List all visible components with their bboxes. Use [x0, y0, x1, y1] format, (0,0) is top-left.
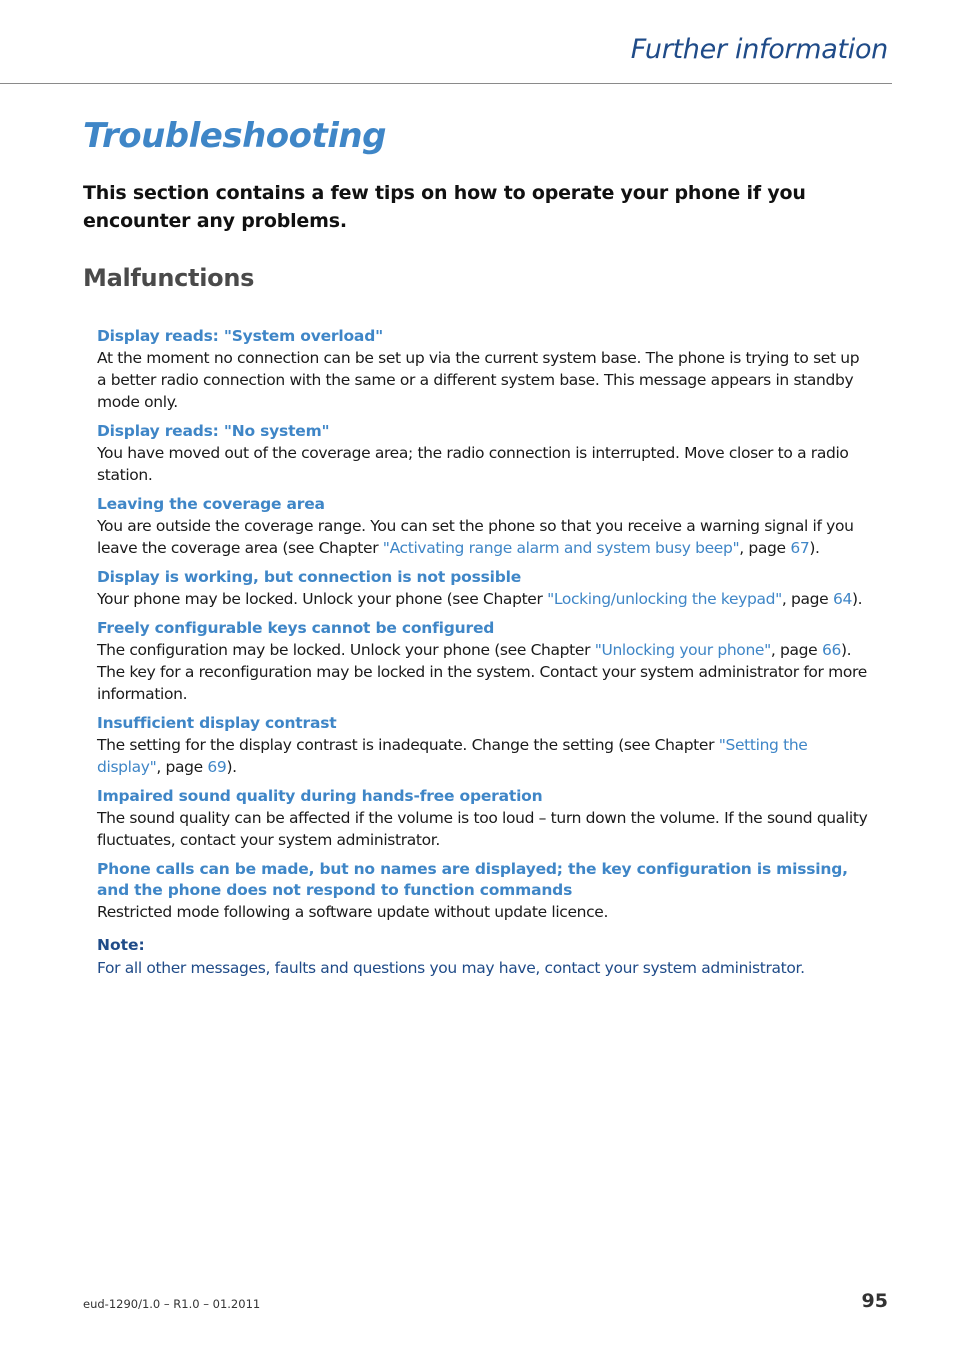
item-body: At the moment no connection can be set up via the current system base. The phone is trying to set up a better radio connection with the same or a different system base. This message appears in standby mode only.: [97, 349, 860, 411]
malfunction-item: [97, 421, 872, 486]
item-body: [97, 515, 872, 559]
item-body: [97, 639, 872, 705]
item-body: [97, 588, 872, 610]
item-title: Freely configurable keys cannot be configured: [97, 619, 495, 637]
page-link[interactable]: 67: [790, 539, 810, 557]
malfunction-item: [97, 713, 872, 778]
section-title: Malfunctions: [83, 264, 255, 292]
body-text: ).: [809, 539, 820, 557]
malfunction-item: [97, 326, 872, 413]
page-prefix: , page: [770, 641, 822, 659]
body-text: The configuration may be locked. Unlock your phone (see Chapter: [97, 641, 595, 659]
chapter-link[interactable]: "Setting the display": [97, 736, 808, 776]
item-body: You have moved out of the coverage area; the radio connection is interrupted. Move closer to a radio station.: [97, 444, 849, 484]
page-prefix: , page: [781, 590, 833, 608]
intro-text: This section contains a few tips on how to operate your phone if you encounter any problems.: [83, 182, 806, 232]
page-prefix: , page: [739, 539, 791, 557]
note-label: Note:: [97, 936, 145, 954]
document-id: eud-1290/1.0 – R1.0 – 01.2011: [83, 1297, 261, 1311]
malfunction-item: [97, 567, 872, 610]
chapter-link[interactable]: "Activating range alarm and system busy beep": [382, 539, 740, 557]
item-title: Impaired sound quality during hands-free operation: [97, 787, 543, 805]
item-title: Display is working, but connection is not possible: [97, 568, 522, 586]
item-title: Leaving the coverage area: [97, 495, 325, 513]
running-header: Further information: [630, 34, 888, 65]
chapter-link[interactable]: "Unlocking your phone": [594, 641, 771, 659]
body-text: ). The key for a reconfiguration may be locked in the system. Contact your system administrator for more information.: [97, 641, 867, 703]
item-body: Restricted mode following a software update without update licence.: [97, 903, 609, 921]
malfunction-item: [97, 786, 872, 851]
malfunction-item: [97, 859, 872, 923]
malfunctions-list: [97, 326, 872, 980]
note-text: For all other messages, faults and questions you may have, contact your system administrator.: [97, 959, 805, 977]
item-title: Phone calls can be made, but no names are displayed; the key configuration is missing, and the phone does not respond to function commands: [97, 860, 848, 899]
body-text: ).: [226, 758, 237, 776]
page-link[interactable]: 64: [832, 590, 852, 608]
body-text: Your phone may be locked. Unlock your phone (see Chapter: [97, 590, 548, 608]
body-text: You are outside the coverage range. You can set the phone so that you receive a warning signal if you leave the coverage area (see Chapter: [97, 517, 854, 557]
body-text: ).: [851, 590, 863, 608]
page-prefix: , page: [156, 758, 208, 776]
body-text: The setting for the display contrast is inadequate. Change the setting (see Chapter: [97, 736, 719, 754]
chapter-link[interactable]: "Locking/unlocking the keypad": [547, 590, 782, 608]
item-body: [97, 734, 872, 778]
malfunction-item: [97, 618, 872, 705]
page-link[interactable]: 66: [821, 641, 841, 659]
item-title: Display reads: "System overload": [97, 327, 383, 345]
page-title: Troubleshooting: [83, 116, 386, 156]
page-number: 95: [861, 1290, 888, 1312]
item-body: The sound quality can be affected if the volume is too loud – turn down the volume. If the sound quality fluctuates, contact your system administrator.: [97, 809, 868, 849]
malfunction-item: [97, 494, 872, 559]
page-link[interactable]: 69: [207, 758, 227, 776]
header-divider: [0, 83, 892, 84]
item-title: Insufficient display contrast: [97, 714, 337, 732]
item-title: Display reads: "No system": [97, 422, 330, 440]
